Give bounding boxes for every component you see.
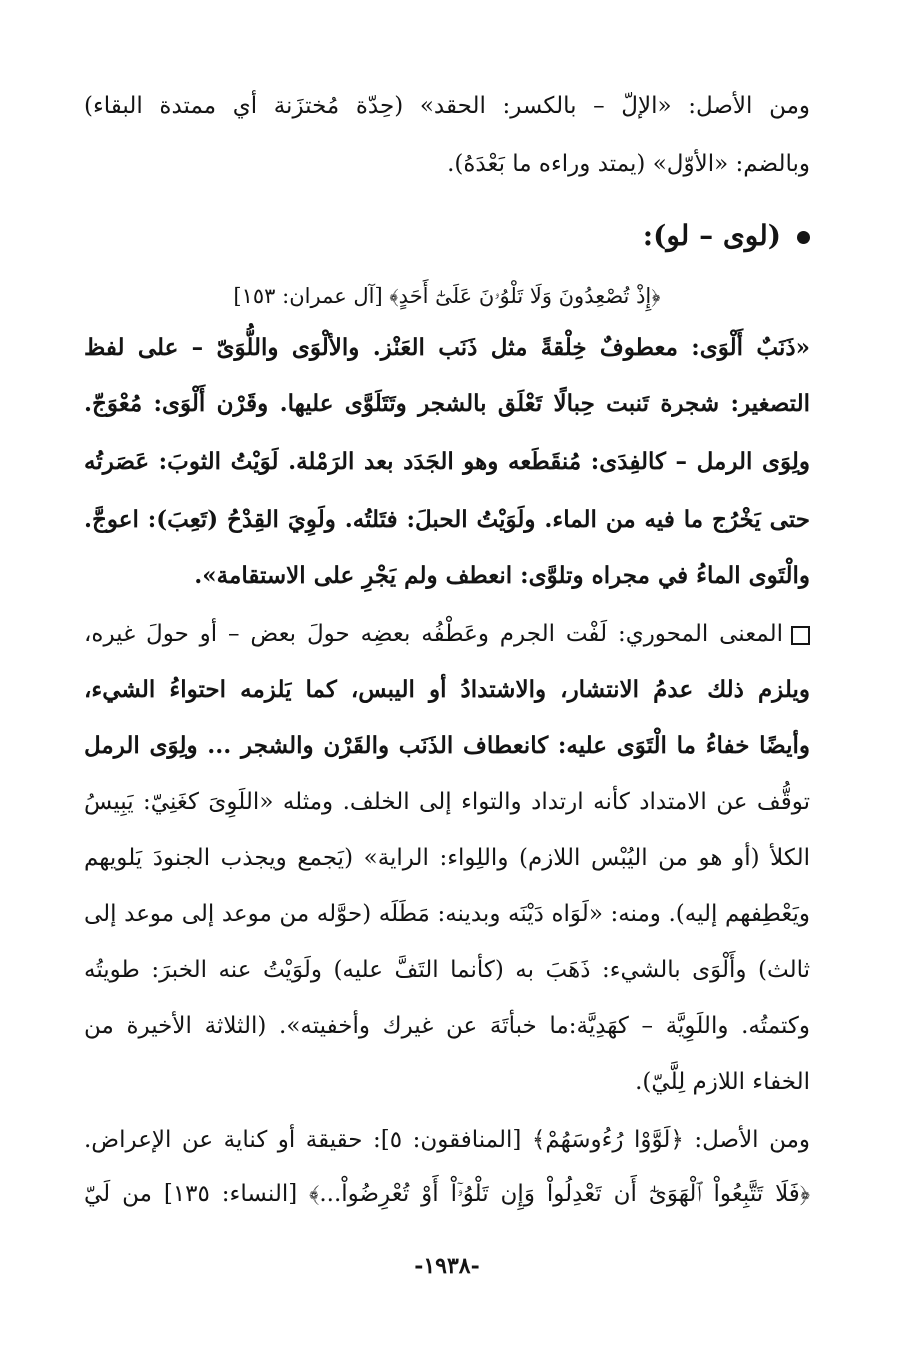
quran-verse-1: ﴿إِذْ تُصْعِدُونَ وَلَا تَلْوُۥنَ عَلَىٰٓ أَحَدٍ﴾ [آل عمران: ١٥٣] xyxy=(233,284,661,308)
square-box-icon xyxy=(791,626,810,645)
core-meaning-line: ويَعْطِفهم إليه). ومنه: «لَوَاه دَيْنَه وبدينه: مَطَلَه (حوَّله من موعد إلى موعد إلى xyxy=(84,901,810,927)
core-meaning-line: وكتمتُه. واللَوِيَّة – كهَدِيَّة:ما خبأتَهَ عن غيرك وأخفيته». (الثلاثة الأخيرة من xyxy=(84,1013,810,1039)
core-meaning-line: الكلأ (أو هو من اليُبْس اللازم) واللِواء: الراية» (يَجمع ويجذب الجنودَ يَلويهم xyxy=(84,845,810,871)
entry-heading xyxy=(643,208,810,264)
core-meaning-line xyxy=(84,608,810,660)
closing-line: ومن الأصل: ﴿لَوَّوْا رُءُوسَهُمْ﴾ [المنافقون: ٥]: حقيقة أو كناية عن الإعراض. xyxy=(84,1127,810,1153)
core-meaning-line: وأيضًا خفاءُ ما الْتَوَى عليه: كانعطاف الذَنَب والقَرْن والشجر ... ولِوَى الرمل xyxy=(84,732,810,759)
entry-heading-text: (لوى – لو): xyxy=(642,219,781,252)
core-meaning-line: ثالث) وأَلْوَى بالشيء: ذَهَبَ به (كأنما التَفَّ عليه) ولَوَيْتُ عنه الخبرَ: طويتُه xyxy=(84,957,810,983)
document-page xyxy=(84,0,810,1368)
intro-line-2: وبالضم: «الأوّل» (يمتد وراءه ما بَعْدَهُ). xyxy=(447,151,810,177)
definition-line: «ذَنَبٌ أَلْوَى: معطوفٌ خِلْقةً مثل ذَنَب العَنْز. والألْوَى واللُّوَىّ – على لفظ xyxy=(84,334,810,361)
bullet-icon xyxy=(797,231,810,244)
intro-line-1: ومن الأصل: «الإلّ – بالكسر: الحقد» (حِدّة مُختزَنة أي ممتدة البقاء) xyxy=(84,93,810,119)
definition-line: التصغير: شجرة تَنبت حِبالًا تَعْلَق بالشجر وتَتَلَوَّى عليها. وقَرْن أَلْوَى: مُعْوَجّ. xyxy=(84,390,810,417)
closing-line: ﴿فَلَا تَتَّبِعُواْ ٱلْهَوَىٰٓ أَن تَعْدِلُواْ وَإِن تَلْوُۥٓاْ أَوْ تُعْرِضُواْ...﴾ [النساء: ١٣٥] من لَيّ xyxy=(84,1181,810,1207)
definition-line: حتى يَخْرُج ما فيه من الماء. ولَوَيْتُ الحبلَ: فتَلتُه. ولَوِيَ القِدْحُ (تَعِبَ): اعوجَّ. xyxy=(84,506,810,533)
page-number: -١٩٣٨- xyxy=(414,1253,480,1279)
core-meaning-line: الخفاء اللازم لِلَّيّ). xyxy=(635,1069,810,1095)
core-meaning-text: المعنى المحوري: لَفْت الجرم وعَطْفُه بعضِه حولَ بعض – أو حولَ غيره، xyxy=(84,621,783,647)
definition-line: ولِوَى الرمل – كالفِدَى: مُنقَطَعه وهو الجَدَد بعد الرَمْلة. لَوَيْتُ الثوبَ: عَصَرتُه xyxy=(84,448,810,475)
definition-line: والْتَوى الماءُ في مجراه وتلوَّى: انعطف ولم يَجْرِ على الاستقامة». xyxy=(194,562,810,589)
core-meaning-line: ويلزم ذلك عدمُ الانتشار، والاشتدادُ أو اليبس، كما يَلزمه احتواءُ الشيء، xyxy=(84,676,810,703)
core-meaning-line: توقُّف عن الامتداد كأنه ارتداد والتواء إلى الخلف. ومثله «اللَوِىَ كغَنِيّ: يَبِيسُ xyxy=(84,789,810,815)
